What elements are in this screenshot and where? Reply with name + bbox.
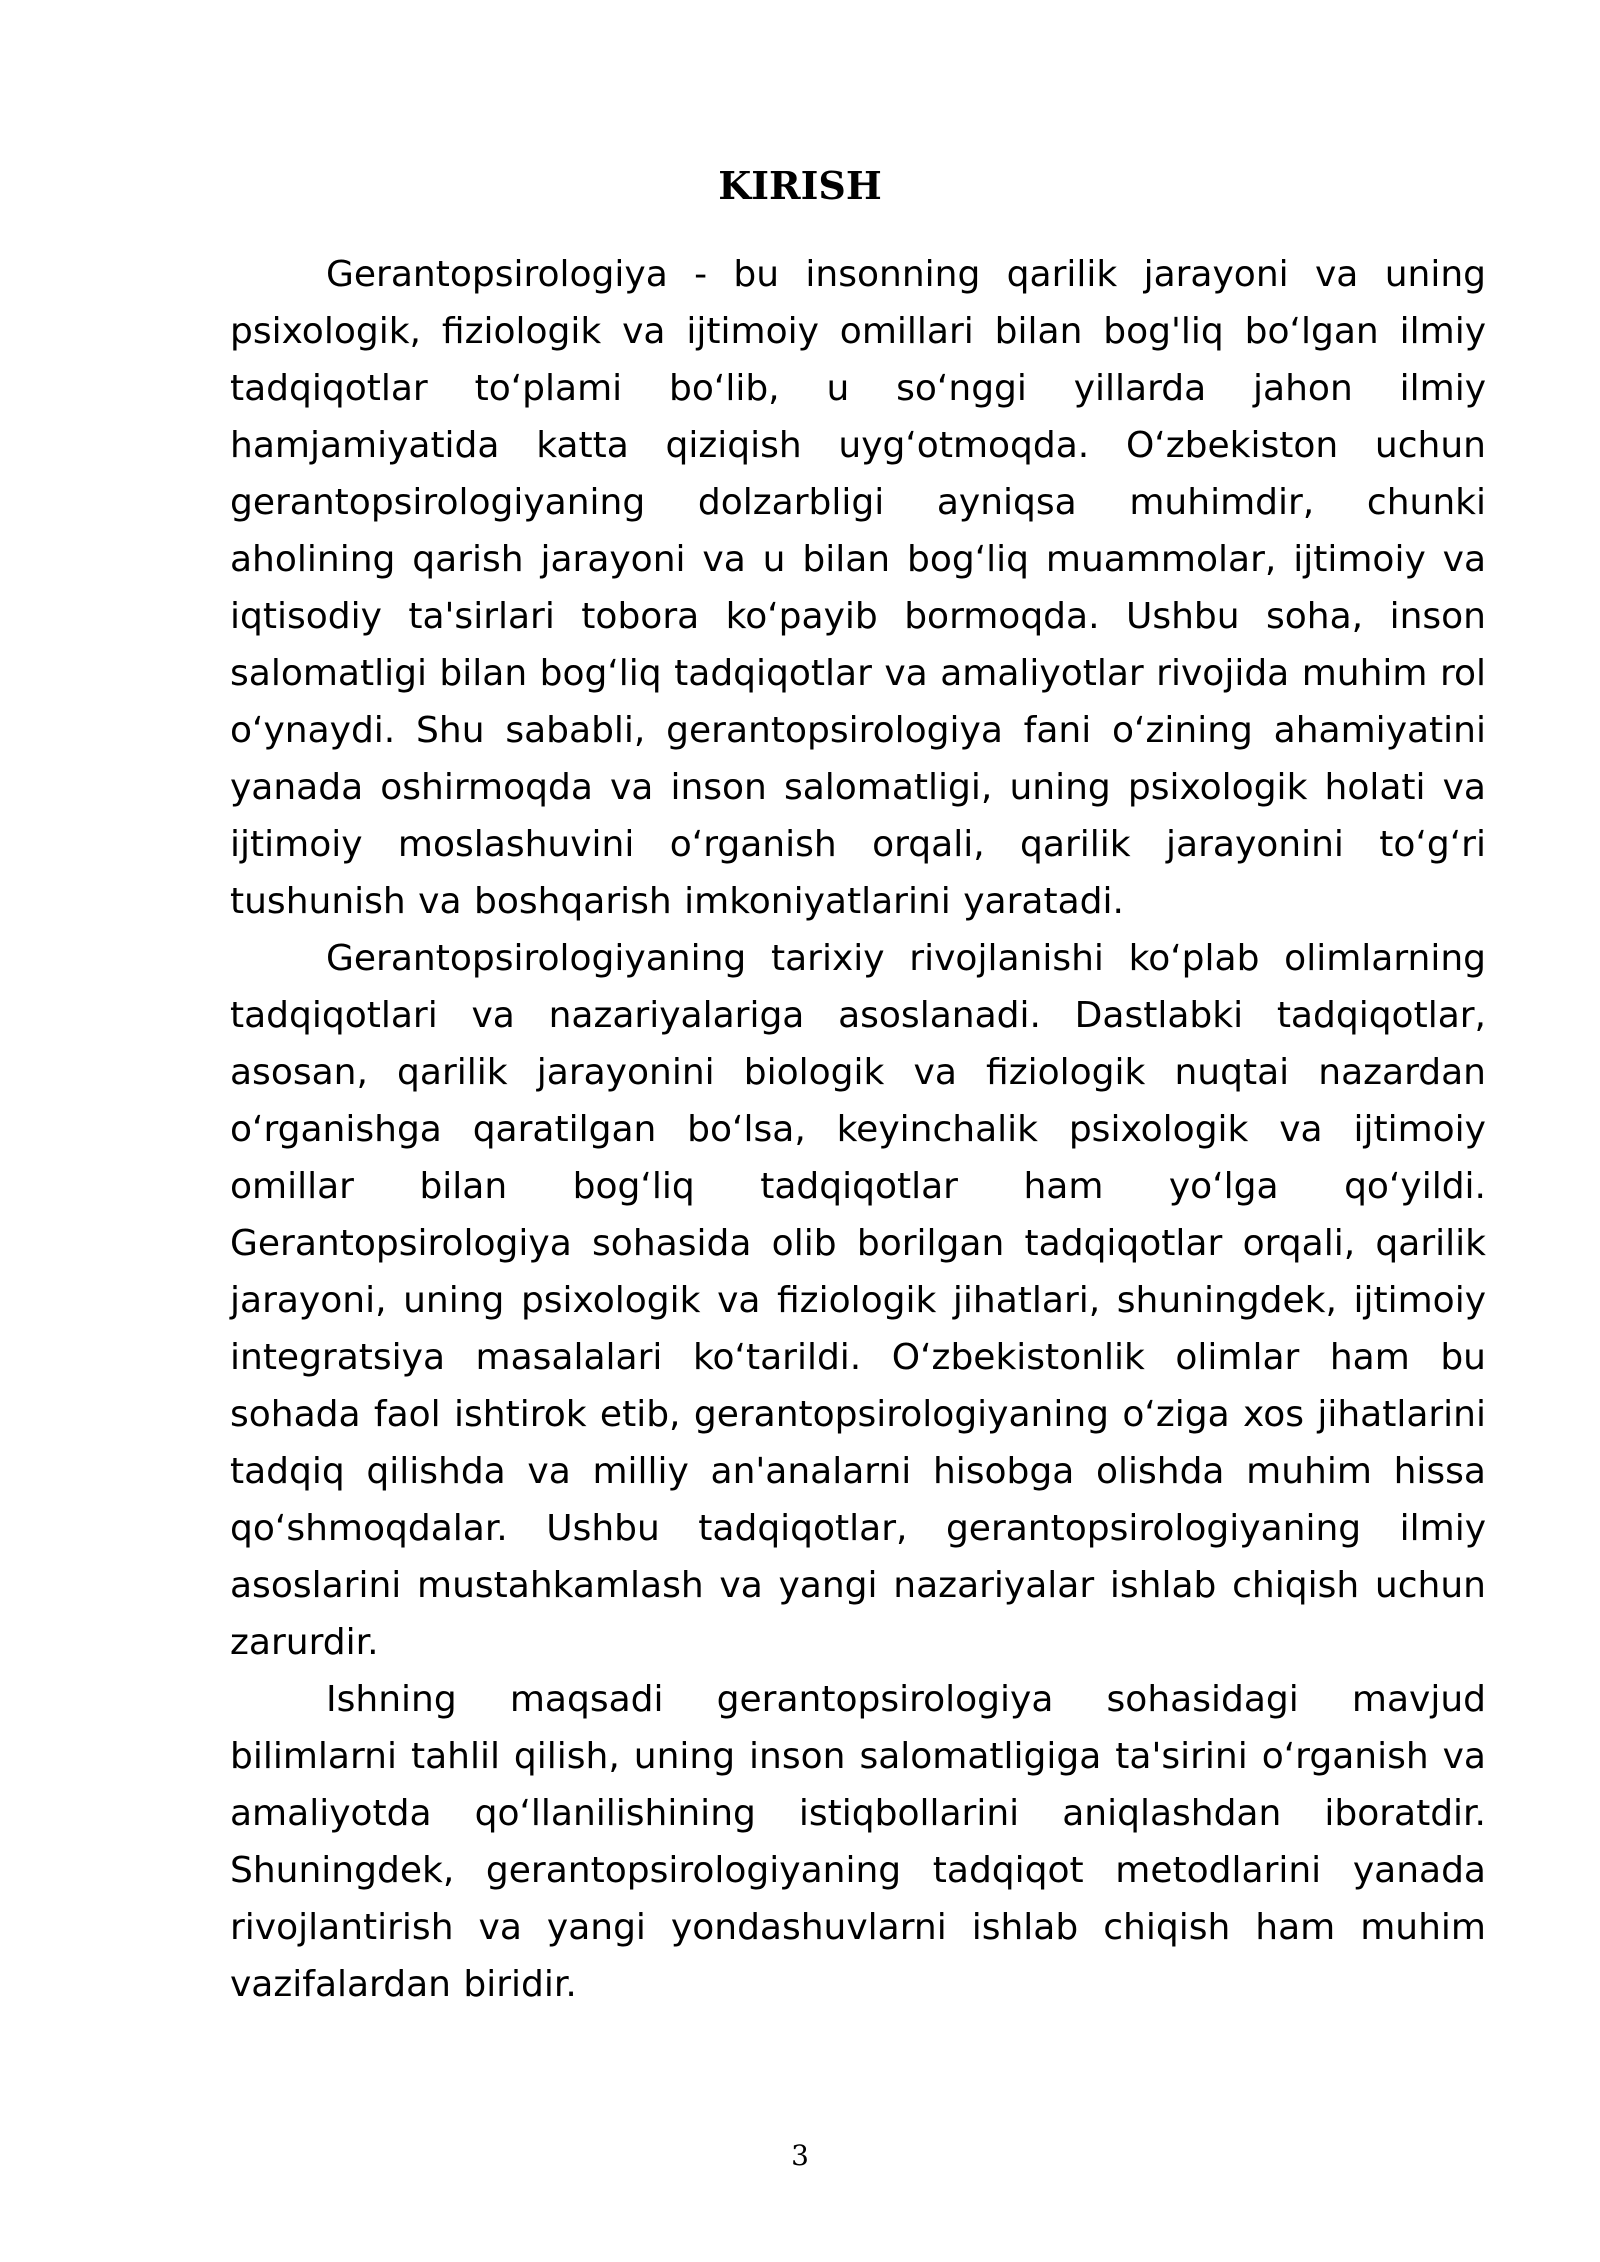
page-heading: KIRISH xyxy=(718,163,882,208)
page-number: 3 xyxy=(791,2139,809,2172)
paragraph-intro: Gerantopsirologiya - bu insonning qarilik jarayoni va uning psixologik, fiziologik va ijtimoiy omillari bilan bog'liq boʻlgan ilmiy tadqiqotlar toʻplami boʻlib, u soʻnggi yillarda jahon ilmiy hamjamiyatida katta qiziqish uygʻotmoqda. Oʻzbekiston uchun gerantopsirologiyaning dolzarbligi ayniqsa muhimdir, chunki aholining qarish jarayoni va u bilan bogʻliq muammolar, ijtimoiy va iqtisodiy ta'sirlari tobora koʻpayib bormoqda. Ushbu soha, inson salomatligi bilan bogʻliq tadqiqotlar va amaliyotlar rivojida muhim rol oʻynaydi. Shu sababli, gerantopsirologiya fani oʻzining ahamiyatini yanada oshirmoqda va inson salomatligi, uning psixologik holati va ijtimoiy moslashuvini oʻrganish orqali, qarilik jarayonini toʻgʻri tushunish va boshqarish imkoniyatlarini yaratadi. xyxy=(230,254,1486,922)
body-text xyxy=(230,246,1486,2013)
paragraph-goal: Ishning maqsadi gerantopsirologiya sohasidagi mavjud bilimlarni tahlil qilish, uning inson salomatligiga ta'sirini oʻrganish va amaliyotda qoʻllanilishining istiqbollarini aniqlashdan iboratdir. Shuningdek, gerantopsirologiyaning tadqiqot metodlarini yanada rivojlantirish va yangi yondashuvlarni ishlab chiqish ham muhim vazifalardan biridir. xyxy=(230,1679,1486,2005)
paragraph-history: Gerantopsirologiyaning tarixiy rivojlanishi koʻplab olimlarning tadqiqotlari va nazariyalariga asoslanadi. Dastlabki tadqiqotlar, asosan, qarilik jarayonini biologik va fiziologik nuqtai nazardan oʻrganishga qaratilgan boʻlsa, keyinchalik psixologik va ijtimoiy omillar bilan bogʻliq tadqiqotlar ham yoʻlga qoʻyildi. Gerantopsirologiya sohasida olib borilgan tadqiqotlar orqali, qarilik jarayoni, uning psixologik va fiziologik jihatlari, shuningdek, ijtimoiy integratsiya masalalari koʻtarildi. Oʻzbekistonlik olimlar ham bu sohada faol ishtirok etib, gerantopsirologiyaning oʻziga xos jihatlarini tadqiq qilishda va milliy an'analarni hisobga olishda muhim hissa qoʻshmoqdalar. Ushbu tadqiqotlar, gerantopsirologiyaning ilmiy asoslarini mustahkamlash va yangi nazariyalar ishlab chiqish uchun zarurdir. xyxy=(230,938,1486,1663)
